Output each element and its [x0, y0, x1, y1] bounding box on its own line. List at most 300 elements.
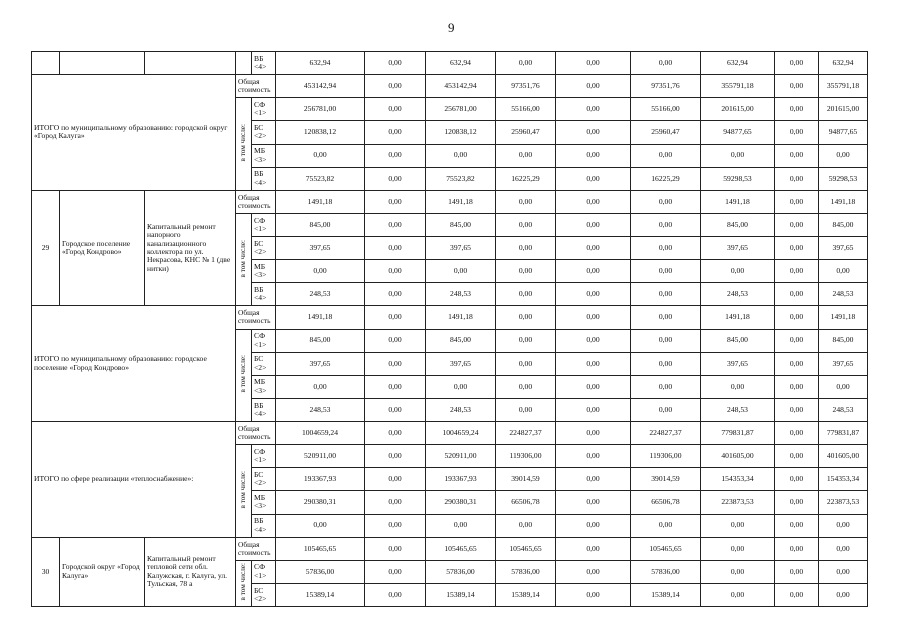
- including-label: в том числе:: [238, 470, 247, 509]
- table-row: [32, 190, 868, 213]
- value-cell: 0,00: [365, 537, 426, 560]
- value-cell: 397,65: [426, 237, 496, 260]
- value-cell: 224827,37: [496, 422, 556, 445]
- item-municipality: Городское поселение «Город Кондрово»: [60, 190, 145, 306]
- total-cost-label: Общая стоимость: [236, 75, 276, 98]
- value-cell: 0,00: [365, 167, 426, 190]
- value-cell: 0,00: [775, 237, 819, 260]
- value-cell: 632,94: [701, 52, 775, 75]
- code-sf-ref: <1>: [254, 570, 267, 580]
- value-cell: 0,00: [365, 52, 426, 75]
- value-cell: 845,00: [701, 329, 775, 352]
- code-vb-label: ВБ: [254, 53, 264, 63]
- value-cell: 397,65: [426, 352, 496, 375]
- code-vb-label: ВБ: [254, 400, 264, 410]
- code-bs-cell: [252, 583, 276, 606]
- total-cost-label: Общая стоимость: [236, 306, 276, 329]
- value-cell: 16225,29: [631, 167, 701, 190]
- value-cell: 0,00: [631, 514, 701, 537]
- value-cell: 1491,18: [426, 306, 496, 329]
- code-vb-cell: [252, 514, 276, 537]
- value-cell: 0,00: [775, 352, 819, 375]
- including-label-cell: [236, 445, 252, 538]
- value-cell: 0,00: [496, 190, 556, 213]
- code-sf-label: СФ: [254, 562, 266, 572]
- value-cell: 0,00: [556, 491, 631, 514]
- value-cell: 845,00: [426, 329, 496, 352]
- code-mb-ref: <3>: [254, 154, 267, 164]
- value-cell: 0,00: [775, 583, 819, 606]
- value-cell: 0,00: [365, 445, 426, 468]
- value-cell: 0,00: [365, 144, 426, 167]
- value-cell: 0,00: [556, 213, 631, 236]
- value-cell: 0,00: [556, 260, 631, 283]
- code-sf-label: СФ: [254, 99, 266, 109]
- table-row: [32, 306, 868, 329]
- value-cell: 0,00: [775, 167, 819, 190]
- value-cell: 0,00: [365, 306, 426, 329]
- value-cell: 0,00: [775, 144, 819, 167]
- value-cell: 119306,00: [496, 445, 556, 468]
- value-cell: 55166,00: [631, 98, 701, 121]
- code-mb-cell: [252, 375, 276, 398]
- value-cell: 57836,00: [276, 560, 365, 583]
- value-cell: 256781,00: [276, 98, 365, 121]
- value-cell: 105465,65: [496, 537, 556, 560]
- code-sf-cell: [252, 98, 276, 121]
- value-cell: 15389,14: [426, 583, 496, 606]
- code-vb-label: ВБ: [254, 516, 264, 526]
- code-vb-ref: <4>: [254, 62, 267, 72]
- value-cell: 1004659,24: [276, 422, 365, 445]
- including-label-cell: [236, 329, 252, 422]
- table-row: [32, 52, 868, 75]
- including-label-cell: [236, 98, 252, 191]
- value-cell: 0,00: [775, 190, 819, 213]
- code-mb-ref: <3>: [254, 501, 267, 511]
- value-cell: 0,00: [365, 422, 426, 445]
- value-cell: 0,00: [631, 52, 701, 75]
- code-vb-ref: <4>: [254, 524, 267, 534]
- value-cell: 397,65: [276, 352, 365, 375]
- value-cell: 1491,18: [276, 190, 365, 213]
- value-cell: 154353,34: [819, 468, 868, 491]
- value-cell: 0,00: [819, 144, 868, 167]
- value-cell: 0,00: [276, 260, 365, 283]
- value-cell: 453142,94: [276, 75, 365, 98]
- value-cell: 0,00: [496, 514, 556, 537]
- total-cost-label: Общая стоимость: [236, 537, 276, 560]
- value-cell: 0,00: [365, 283, 426, 306]
- value-cell: 223873,53: [701, 491, 775, 514]
- item-object: Капитальный ремонт тепловой сети обл. Калужская, г. Калуга, ул. Тульская, 78 а: [145, 537, 236, 606]
- value-cell: 201615,00: [819, 98, 868, 121]
- value-cell: 66506,78: [631, 491, 701, 514]
- value-cell: 0,00: [775, 260, 819, 283]
- code-vb-ref: <4>: [254, 408, 267, 418]
- value-cell: 0,00: [496, 237, 556, 260]
- value-cell: 1491,18: [701, 306, 775, 329]
- value-cell: 779831,87: [819, 422, 868, 445]
- value-cell: 520911,00: [426, 445, 496, 468]
- value-cell: 401605,00: [819, 445, 868, 468]
- value-cell: 0,00: [365, 260, 426, 283]
- value-cell: 0,00: [775, 213, 819, 236]
- code-bs-ref: <2>: [254, 362, 267, 372]
- value-cell: 632,94: [276, 52, 365, 75]
- summary-label: ИТОГО по муниципальному образованию: городское поселение «Город Кондрово»: [32, 306, 236, 422]
- code-bs-label: БС: [254, 354, 264, 364]
- value-cell: 0,00: [631, 398, 701, 421]
- code-vb-cell: [252, 167, 276, 190]
- code-sf-label: СФ: [254, 446, 266, 456]
- value-cell: 0,00: [701, 260, 775, 283]
- value-cell: 0,00: [819, 260, 868, 283]
- value-cell: 120838,12: [276, 121, 365, 144]
- value-cell: 248,53: [819, 398, 868, 421]
- code-sf-cell: [252, 329, 276, 352]
- value-cell: 0,00: [556, 52, 631, 75]
- value-cell: 290380,31: [276, 491, 365, 514]
- value-cell: 25960,47: [631, 121, 701, 144]
- value-cell: 0,00: [775, 75, 819, 98]
- value-cell: 201615,00: [701, 98, 775, 121]
- code-mb-cell: [252, 144, 276, 167]
- code-bs-cell: [252, 352, 276, 375]
- value-cell: 0,00: [365, 98, 426, 121]
- value-cell: 0,00: [365, 560, 426, 583]
- value-cell: 0,00: [496, 144, 556, 167]
- code-bs-label: БС: [254, 469, 264, 479]
- value-cell: 0,00: [365, 75, 426, 98]
- code-vb-label: ВБ: [254, 169, 264, 179]
- value-cell: 845,00: [819, 213, 868, 236]
- value-cell: 0,00: [775, 560, 819, 583]
- value-cell: 0,00: [631, 213, 701, 236]
- code-vb-label: ВБ: [254, 284, 264, 294]
- value-cell: 0,00: [775, 537, 819, 560]
- value-cell: 632,94: [819, 52, 868, 75]
- value-cell: 105465,65: [426, 537, 496, 560]
- code-bs-cell: [252, 468, 276, 491]
- value-cell: 39014,59: [496, 468, 556, 491]
- value-cell: 0,00: [496, 213, 556, 236]
- value-cell: 16225,29: [496, 167, 556, 190]
- item-number: 29: [32, 190, 60, 306]
- value-cell: 0,00: [556, 398, 631, 421]
- code-sf-ref: <1>: [254, 455, 267, 465]
- code-sf-label: СФ: [254, 331, 266, 341]
- value-cell: 0,00: [631, 283, 701, 306]
- value-cell: 355791,18: [701, 75, 775, 98]
- value-cell: 0,00: [775, 491, 819, 514]
- value-cell: 0,00: [496, 283, 556, 306]
- value-cell: 0,00: [701, 560, 775, 583]
- value-cell: 0,00: [365, 329, 426, 352]
- value-cell: 397,65: [819, 237, 868, 260]
- value-cell: 397,65: [701, 352, 775, 375]
- code-bs-cell: [252, 121, 276, 144]
- value-cell: 0,00: [556, 75, 631, 98]
- value-cell: 397,65: [701, 237, 775, 260]
- value-cell: 1491,18: [276, 306, 365, 329]
- value-cell: 0,00: [556, 329, 631, 352]
- code-sf-ref: <1>: [254, 223, 267, 233]
- value-cell: 0,00: [631, 190, 701, 213]
- value-cell: 39014,59: [631, 468, 701, 491]
- value-cell: 0,00: [701, 144, 775, 167]
- value-cell: 0,00: [631, 329, 701, 352]
- value-cell: 0,00: [365, 468, 426, 491]
- value-cell: 55166,00: [496, 98, 556, 121]
- table-row: [32, 75, 868, 98]
- value-cell: 290380,31: [426, 491, 496, 514]
- value-cell: 520911,00: [276, 445, 365, 468]
- budget-table: [31, 51, 868, 607]
- value-cell: 355791,18: [819, 75, 868, 98]
- value-cell: 632,94: [426, 52, 496, 75]
- value-cell: 0,00: [775, 422, 819, 445]
- code-vb-ref: <4>: [254, 177, 267, 187]
- code-bs-cell: [252, 237, 276, 260]
- value-cell: 0,00: [365, 491, 426, 514]
- value-cell: 0,00: [365, 121, 426, 144]
- value-cell: 0,00: [496, 329, 556, 352]
- value-cell: 0,00: [775, 468, 819, 491]
- value-cell: 0,00: [819, 375, 868, 398]
- value-cell: 256781,00: [426, 98, 496, 121]
- value-cell: 0,00: [775, 306, 819, 329]
- value-cell: 401605,00: [701, 445, 775, 468]
- value-cell: 0,00: [496, 375, 556, 398]
- value-cell: 57836,00: [631, 560, 701, 583]
- blank-cell: [236, 52, 252, 75]
- code-bs-label: БС: [254, 123, 264, 133]
- value-cell: 193367,93: [426, 468, 496, 491]
- value-cell: 0,00: [819, 560, 868, 583]
- code-mb-label: МБ: [254, 377, 266, 387]
- value-cell: 0,00: [365, 514, 426, 537]
- blank-cell: [32, 52, 60, 75]
- code-mb-label: МБ: [254, 493, 266, 503]
- value-cell: 0,00: [631, 306, 701, 329]
- value-cell: 15389,14: [496, 583, 556, 606]
- value-cell: 1491,18: [426, 190, 496, 213]
- value-cell: 0,00: [556, 514, 631, 537]
- value-cell: 0,00: [365, 398, 426, 421]
- value-cell: 0,00: [556, 190, 631, 213]
- code-sf-ref: <1>: [254, 108, 267, 118]
- value-cell: 0,00: [556, 306, 631, 329]
- value-cell: 845,00: [819, 329, 868, 352]
- value-cell: 0,00: [496, 398, 556, 421]
- code-bs-ref: <2>: [254, 131, 267, 141]
- code-mb-cell: [252, 491, 276, 514]
- value-cell: 0,00: [556, 422, 631, 445]
- value-cell: 0,00: [556, 144, 631, 167]
- page-number: 9: [448, 20, 455, 35]
- table-row: [32, 422, 868, 445]
- value-cell: 248,53: [276, 283, 365, 306]
- code-vb-cell: [252, 398, 276, 421]
- value-cell: 1491,18: [819, 190, 868, 213]
- value-cell: 120838,12: [426, 121, 496, 144]
- value-cell: 0,00: [556, 121, 631, 144]
- value-cell: 0,00: [819, 537, 868, 560]
- value-cell: 0,00: [365, 352, 426, 375]
- code-bs-ref: <2>: [254, 593, 267, 603]
- value-cell: 0,00: [631, 260, 701, 283]
- total-cost-label: Общая стоимость: [236, 190, 276, 213]
- value-cell: 0,00: [496, 352, 556, 375]
- code-vb-cell: [252, 283, 276, 306]
- value-cell: 248,53: [819, 283, 868, 306]
- value-cell: 453142,94: [426, 75, 496, 98]
- value-cell: 0,00: [365, 583, 426, 606]
- item-object: Капитальный ремонт напорного канализационного коллектора по ул. Некрасова, КНС № 1 (две нитки): [145, 190, 236, 306]
- value-cell: 248,53: [426, 398, 496, 421]
- value-cell: 0,00: [775, 329, 819, 352]
- value-cell: 0,00: [631, 144, 701, 167]
- value-cell: 0,00: [701, 514, 775, 537]
- item-municipality: Городской округ «Город Калуга»: [60, 537, 145, 606]
- value-cell: 0,00: [556, 583, 631, 606]
- code-sf-label: СФ: [254, 215, 266, 225]
- value-cell: 223873,53: [819, 491, 868, 514]
- code-sf-cell: [252, 560, 276, 583]
- value-cell: 59298,53: [701, 167, 775, 190]
- value-cell: 845,00: [701, 213, 775, 236]
- value-cell: 59298,53: [819, 167, 868, 190]
- value-cell: 0,00: [556, 468, 631, 491]
- value-cell: 15389,14: [631, 583, 701, 606]
- code-sf-cell: [252, 213, 276, 236]
- including-label-cell: [236, 213, 252, 306]
- value-cell: 75523,82: [426, 167, 496, 190]
- value-cell: 779831,87: [701, 422, 775, 445]
- blank-cell: [145, 52, 236, 75]
- code-bs-label: БС: [254, 238, 264, 248]
- value-cell: 0,00: [701, 537, 775, 560]
- value-cell: 248,53: [426, 283, 496, 306]
- value-cell: 1004659,24: [426, 422, 496, 445]
- value-cell: 0,00: [631, 375, 701, 398]
- code-vb-cell: [252, 52, 276, 75]
- value-cell: 0,00: [556, 352, 631, 375]
- value-cell: 397,65: [819, 352, 868, 375]
- including-label: в том числе:: [238, 239, 247, 278]
- item-number: 30: [32, 537, 60, 606]
- value-cell: 845,00: [276, 329, 365, 352]
- value-cell: 154353,34: [701, 468, 775, 491]
- value-cell: 0,00: [775, 52, 819, 75]
- value-cell: 97351,76: [496, 75, 556, 98]
- value-cell: 0,00: [701, 583, 775, 606]
- value-cell: 0,00: [426, 144, 496, 167]
- value-cell: 248,53: [701, 398, 775, 421]
- code-mb-label: МБ: [254, 146, 266, 156]
- value-cell: 0,00: [365, 190, 426, 213]
- value-cell: 0,00: [276, 375, 365, 398]
- value-cell: 0,00: [426, 514, 496, 537]
- value-cell: 0,00: [365, 375, 426, 398]
- value-cell: 0,00: [556, 560, 631, 583]
- value-cell: 0,00: [496, 52, 556, 75]
- value-cell: 0,00: [365, 237, 426, 260]
- value-cell: 0,00: [276, 514, 365, 537]
- value-cell: 0,00: [556, 98, 631, 121]
- value-cell: 1491,18: [819, 306, 868, 329]
- including-label: в том числе:: [238, 563, 247, 601]
- value-cell: 0,00: [556, 537, 631, 560]
- value-cell: 0,00: [775, 121, 819, 144]
- code-mb-ref: <3>: [254, 385, 267, 395]
- value-cell: 845,00: [426, 213, 496, 236]
- total-cost-label: Общая стоимость: [236, 422, 276, 445]
- value-cell: 0,00: [631, 237, 701, 260]
- code-sf-ref: <1>: [254, 339, 267, 349]
- value-cell: 0,00: [556, 237, 631, 260]
- value-cell: 248,53: [276, 398, 365, 421]
- value-cell: 0,00: [775, 398, 819, 421]
- value-cell: 15389,14: [276, 583, 365, 606]
- value-cell: 57836,00: [496, 560, 556, 583]
- value-cell: 75523,82: [276, 167, 365, 190]
- including-label-cell: [236, 560, 252, 606]
- value-cell: 0,00: [556, 445, 631, 468]
- code-bs-ref: <2>: [254, 247, 267, 257]
- code-mb-label: МБ: [254, 261, 266, 271]
- blank-cell: [60, 52, 145, 75]
- code-bs-ref: <2>: [254, 478, 267, 488]
- code-vb-ref: <4>: [254, 293, 267, 303]
- value-cell: 97351,76: [631, 75, 701, 98]
- value-cell: 224827,37: [631, 422, 701, 445]
- value-cell: 0,00: [426, 375, 496, 398]
- value-cell: 0,00: [819, 514, 868, 537]
- code-mb-ref: <3>: [254, 270, 267, 280]
- value-cell: 248,53: [701, 283, 775, 306]
- value-cell: 845,00: [276, 213, 365, 236]
- code-mb-cell: [252, 260, 276, 283]
- code-bs-label: БС: [254, 585, 264, 595]
- value-cell: 397,65: [276, 237, 365, 260]
- value-cell: 0,00: [496, 306, 556, 329]
- value-cell: 0,00: [701, 375, 775, 398]
- value-cell: 105465,65: [631, 537, 701, 560]
- value-cell: 1491,18: [701, 190, 775, 213]
- value-cell: 57836,00: [426, 560, 496, 583]
- value-cell: 193367,93: [276, 468, 365, 491]
- value-cell: 94877,65: [819, 121, 868, 144]
- value-cell: 0,00: [556, 375, 631, 398]
- value-cell: 105465,65: [276, 537, 365, 560]
- value-cell: 0,00: [365, 213, 426, 236]
- value-cell: 0,00: [775, 283, 819, 306]
- value-cell: 0,00: [775, 445, 819, 468]
- value-cell: 0,00: [496, 260, 556, 283]
- value-cell: 0,00: [775, 98, 819, 121]
- table-row: [32, 537, 868, 560]
- value-cell: 0,00: [775, 514, 819, 537]
- value-cell: 0,00: [426, 260, 496, 283]
- value-cell: 0,00: [556, 167, 631, 190]
- value-cell: 25960,47: [496, 121, 556, 144]
- summary-label: ИТОГО по муниципальному образованию: городской округ «Город Калуга»: [32, 75, 236, 191]
- value-cell: 0,00: [819, 583, 868, 606]
- value-cell: 0,00: [631, 352, 701, 375]
- summary-label: ИТОГО по сфере реализации «теплоснабжение»:: [32, 422, 236, 538]
